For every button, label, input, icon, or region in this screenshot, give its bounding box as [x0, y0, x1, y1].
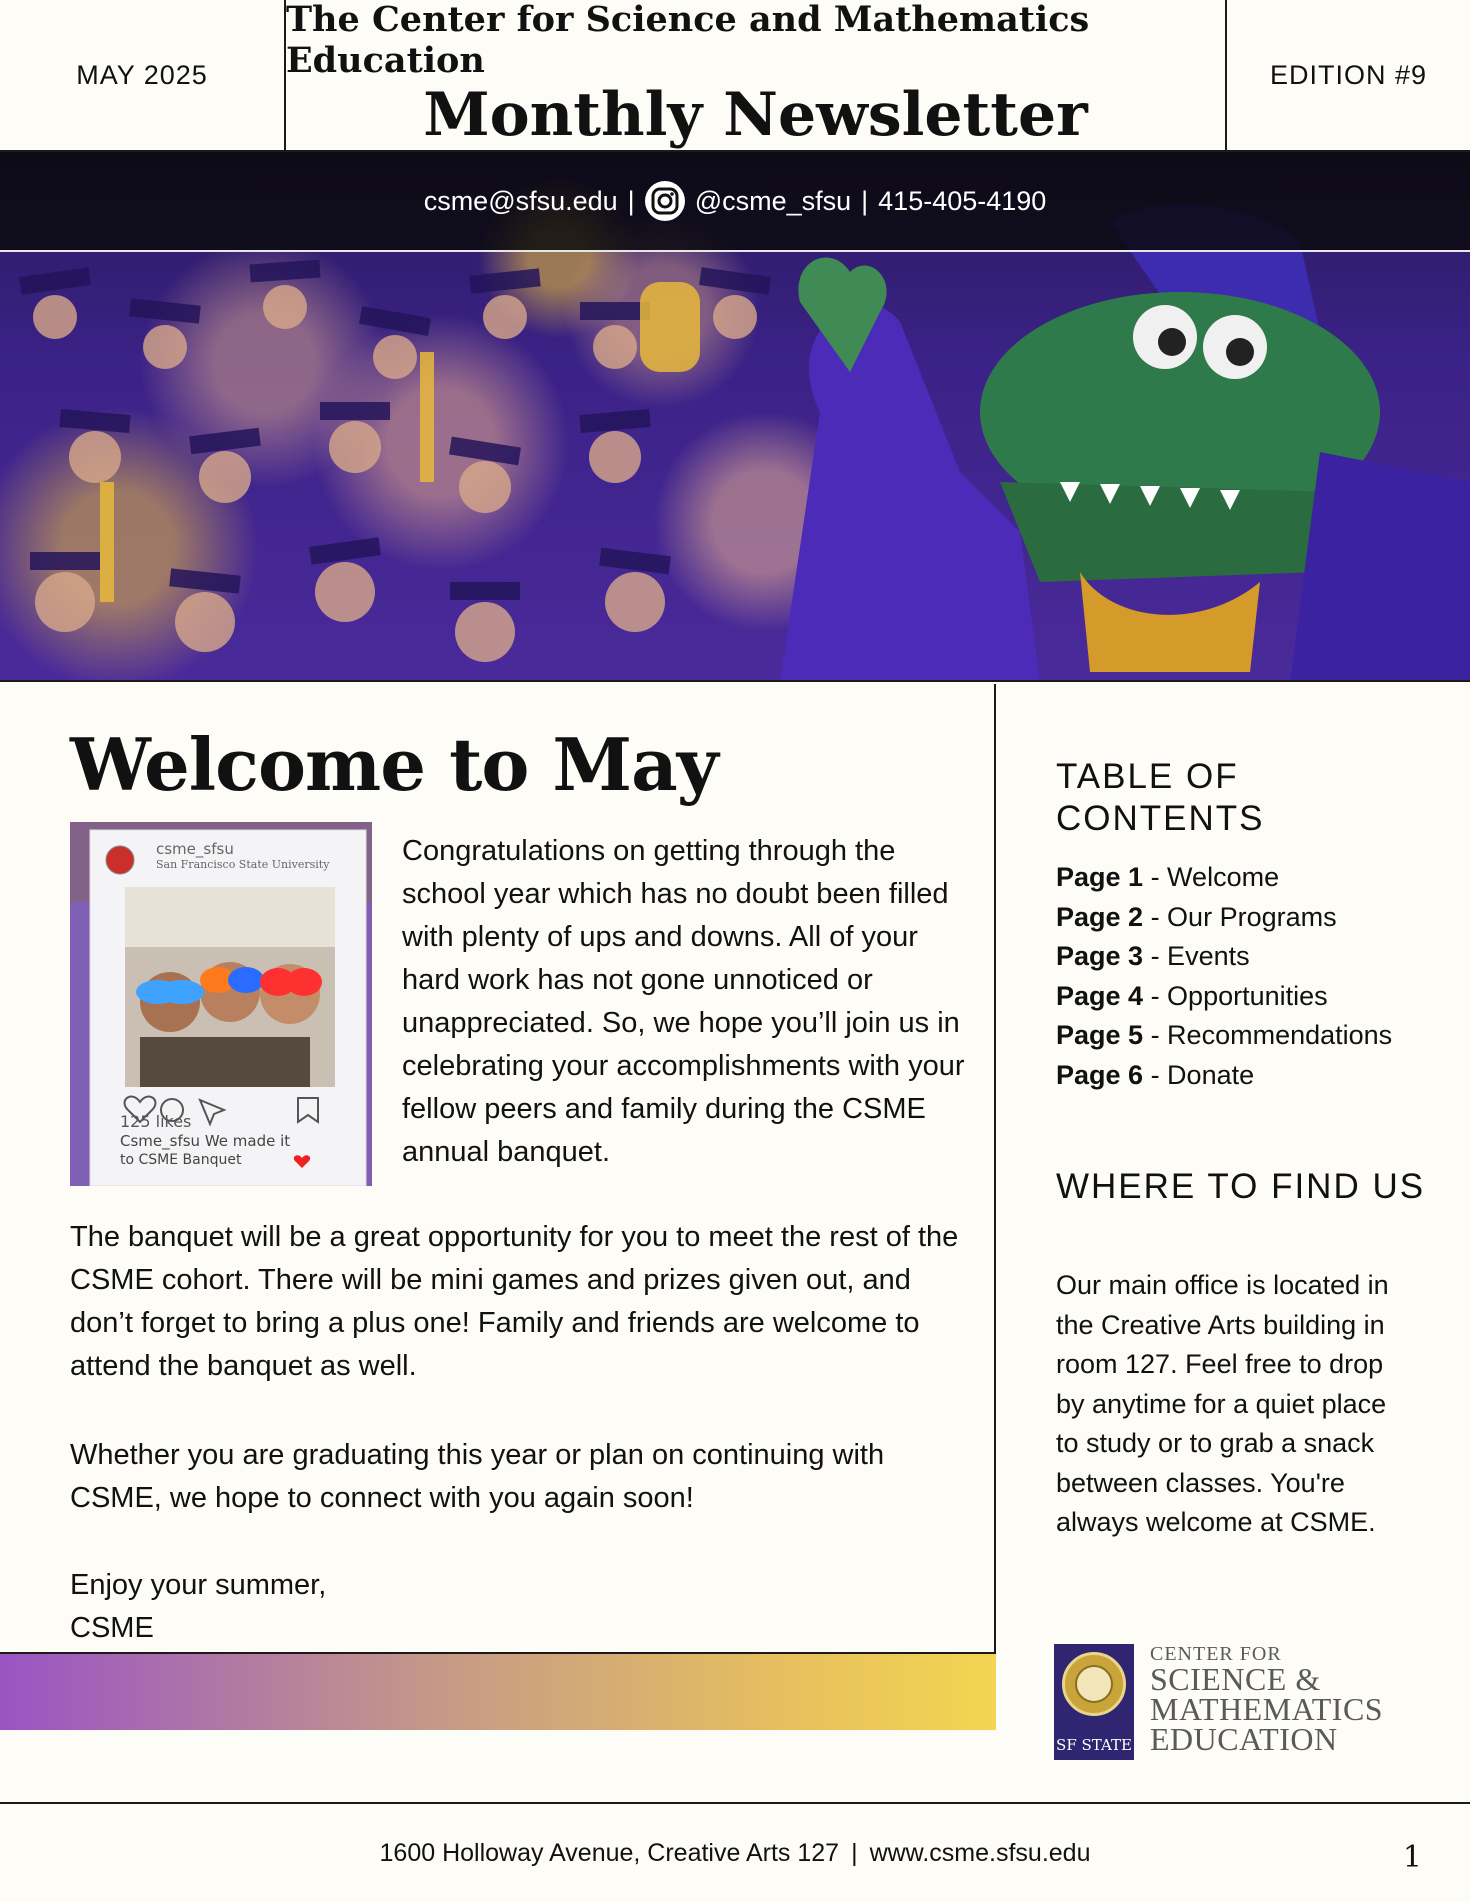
seal-text: SF STATE	[1056, 1736, 1132, 1754]
logo-line-3: MATHEMATICS	[1150, 1691, 1384, 1727]
gator-mascot	[780, 205, 1470, 682]
newsletter-title: Monthly Newsletter	[423, 79, 1088, 150]
toc-label: - Welcome	[1143, 862, 1280, 892]
toc-item[interactable]	[1056, 977, 1392, 1017]
toc-page: Page 2	[1056, 901, 1144, 932]
decorative-gradient-bar	[0, 1652, 996, 1730]
signoff	[70, 1564, 670, 1650]
issue-date: MAY 2025	[0, 0, 286, 150]
contact-phone[interactable]: 415-405-4190	[878, 185, 1047, 216]
toc-label: - Our Programs	[1143, 901, 1337, 932]
toc-page: Page 6	[1056, 1059, 1144, 1090]
toc-heading: TABLE OF CONTENTS	[1056, 757, 1265, 838]
toc-label: - Recommendations	[1143, 1020, 1393, 1050]
footer-website[interactable]: www.csme.sfsu.edu	[869, 1838, 1091, 1867]
contact-bar	[0, 152, 1470, 252]
toc-item[interactable]	[1056, 898, 1392, 938]
footer-separator: |	[851, 1838, 858, 1867]
masthead	[286, 0, 1227, 150]
toc-label: - Donate	[1143, 1059, 1255, 1090]
edition-number: EDITION #9	[1269, 59, 1428, 90]
page-footer	[0, 1802, 1470, 1902]
main-article	[0, 684, 996, 1730]
logo-line-2: SCIENCE &	[1150, 1661, 1321, 1697]
logo-line-4: EDUCATION	[1150, 1721, 1338, 1757]
where-text: Our main office is located in the Creative Arts building in room 127. Feel free to drop by anytime for a quiet place to study or to grab a snack between classes. You're always welcome at CSME.	[1056, 1270, 1389, 1537]
article-title: Welcome to May	[70, 722, 718, 807]
footer-address: 1600 Holloway Avenue, Creative Arts 127	[379, 1838, 840, 1867]
toc-item[interactable]	[1056, 1016, 1392, 1056]
frame-school: San Francisco State University	[156, 858, 330, 871]
intro-paragraph: Congratulations on getting through the school year which has no doubt been filled with plenty of ups and downs. All of your hard work has not gone unnoticed or unappreciated. So, we hope you’ll join us in celebrating your accomplishments with your fellow peers and family during the CSME annual banquet.	[402, 835, 965, 1168]
organization-name: The Center for Science and Mathematics Education	[286, 0, 1090, 81]
banquet-photo	[70, 822, 372, 1186]
frame-likes: 125 likes	[120, 1112, 192, 1131]
toc-item[interactable]	[1056, 858, 1392, 898]
signoff-line-2: CSME	[70, 1612, 154, 1644]
frame-caption-1: Csme_sfsu We made it	[120, 1132, 291, 1150]
csme-logo	[1054, 1644, 1383, 1760]
contact-instagram[interactable]: @csme_sfsu	[694, 185, 852, 216]
toc-item[interactable]	[1056, 937, 1392, 977]
separator: |	[861, 185, 869, 216]
toc-page: Page 5	[1056, 1020, 1144, 1050]
logo-wordmark	[1150, 1643, 1384, 1757]
banquet-paragraph: The banquet will be a great opportunity for you to meet the rest of the CSME cohort. There will be mini games and prizes given out, and don’t forget to bring a plus one! Family and friends are welcome to attend the banquet as well.	[70, 1221, 959, 1382]
instagram-icon	[645, 181, 685, 221]
newsletter-header	[0, 0, 1470, 152]
sf-state-seal	[1054, 1644, 1134, 1760]
page-number: 1	[1402, 1840, 1422, 1875]
toc-label: - Opportunities	[1143, 980, 1328, 1011]
toc-page: Page 3	[1056, 941, 1144, 971]
table-of-contents	[1056, 858, 1392, 1095]
toc-page: Page 1	[1056, 862, 1144, 892]
frame-handle: csme_sfsu	[156, 840, 234, 858]
separator: |	[627, 185, 635, 216]
sidebar	[998, 684, 1470, 1757]
closing-paragraph: Whether you are graduating this year or plan on continuing with CSME, we hope to connect with you again soon!	[70, 1439, 885, 1514]
contact-email[interactable]: csme@sfsu.edu	[423, 185, 618, 216]
seal-icon	[1062, 1652, 1126, 1716]
toc-page: Page 4	[1056, 980, 1144, 1011]
logo-line-1: CENTER FOR	[1150, 1643, 1282, 1665]
toc-label: - Events	[1143, 941, 1250, 971]
toc-item[interactable]	[1056, 1056, 1392, 1096]
frame-caption-2: to CSME Banquet	[120, 1152, 242, 1168]
where-heading: WHERE TO FIND US	[1056, 1167, 1426, 1206]
signoff-line-1: Enjoy your summer,	[70, 1569, 327, 1601]
hero-graduation-photo	[0, 152, 1470, 682]
